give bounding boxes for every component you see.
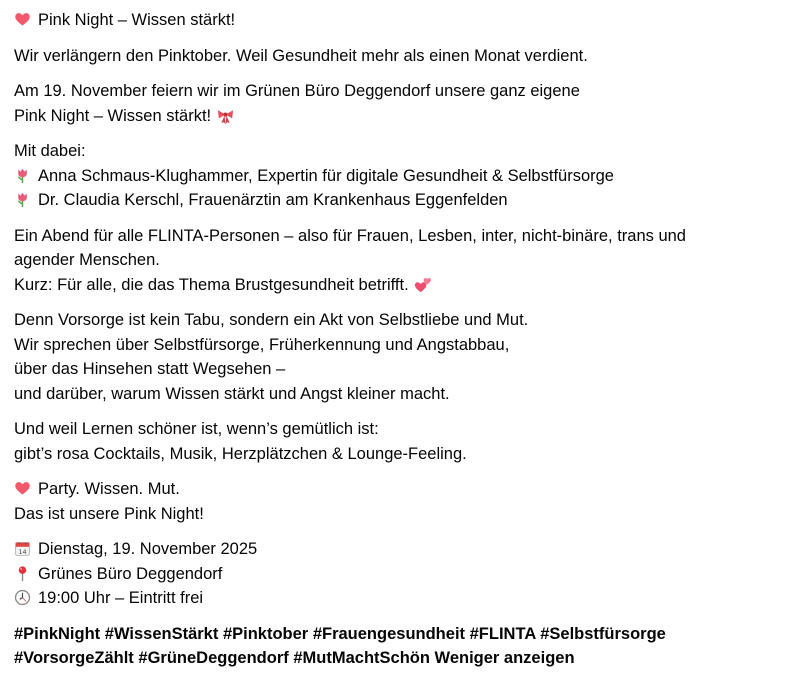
red-heart-icon [14, 11, 31, 28]
care-section: Denn Vorsorge ist kein Tabu, sondern ein Akt von Selbstliebe und Mut. Wir sprechen über Selbstfürsorge, Früherkennung und Angstabbau, über das Hinsehen statt Wegsehen – und darüber, warum Wissen stärkt und Angst kleiner macht. [14, 311, 529, 403]
hashtag-link[interactable]: #MutMachtSchön [293, 649, 430, 667]
hashtag-link[interactable]: #GrüneDeggendorf [138, 649, 289, 667]
party-section: Party. Wissen. Mut. Das ist unsere Pink Night! [14, 480, 204, 523]
round-pushpin-icon [14, 565, 31, 582]
hashtags [14, 622, 786, 671]
hashtag-link[interactable]: #VorsorgeZählt [14, 649, 134, 667]
tulip-icon [14, 191, 31, 208]
announcement: Am 19. November feiern wir im Grünen Büro Deggendorf unsere ganz eigene Pink Night – Wissen stärkt! [14, 82, 580, 125]
post-title: Pink Night – Wissen stärkt! [14, 8, 786, 33]
ribbon-bow-icon [216, 106, 235, 125]
hashtag-link[interactable]: #WissenStärkt [104, 624, 219, 643]
event-time: 19:00 Uhr – Eintritt frei [14, 586, 786, 611]
red-heart-icon [14, 480, 31, 497]
event-place: Grünes Büro Deggendorf [14, 562, 786, 587]
clock-icon [14, 589, 31, 606]
hashtag-link[interactable]: #Pinktober [222, 624, 309, 643]
intro-text: Wir verlängern den Pinktober. Weil Gesundheit mehr als einen Monat verdient. [14, 46, 588, 65]
guest-item: Anna Schmaus-Klughammer, Expertin für digitale Gesundheit & Selbstfürsorge [14, 164, 786, 189]
hashtag-link[interactable]: #Frauengesundheit [312, 624, 466, 643]
hashtag-link[interactable]: #FLINTA [469, 624, 536, 643]
guests-section: Mit dabei: Anna Schmaus-Klughammer, Expertin für digitale Gesundheit & Selbstfürsorge Dr. Claudia Kerschl, Frauenärztin am Krankenhaus Eggenfelden [14, 139, 786, 213]
cozy-section: Und weil Lernen schöner ist, wenn’s gemütlich ist: gibt’s rosa Cocktails, Musik, Herzplätzchen & Lounge-Feeling. [14, 420, 467, 463]
event-details [14, 537, 786, 611]
tulip-icon [14, 167, 31, 184]
svg-text:14: 14 [18, 547, 27, 556]
calendar-icon [14, 540, 31, 557]
hashtag-link[interactable]: #Selbstfürsorge [540, 624, 666, 643]
two-hearts-icon [414, 275, 433, 294]
event-date: 14 Dienstag, 19. November 2025 [14, 537, 786, 562]
audience-section: Ein Abend für alle FLINTA-Personen – also für Frauen, Lesben, inter, nicht-binäre, trans und agender Menschen. Kurz: Für alle, die das Thema Brustgesundheit betrifft. [14, 226, 686, 294]
hashtag-link[interactable]: #PinkNight [14, 624, 101, 643]
show-less-button[interactable]: Weniger anzeigen [434, 649, 575, 667]
guest-item: Dr. Claudia Kerschl, Frauenärztin am Krankenhaus Eggenfelden [14, 188, 786, 213]
